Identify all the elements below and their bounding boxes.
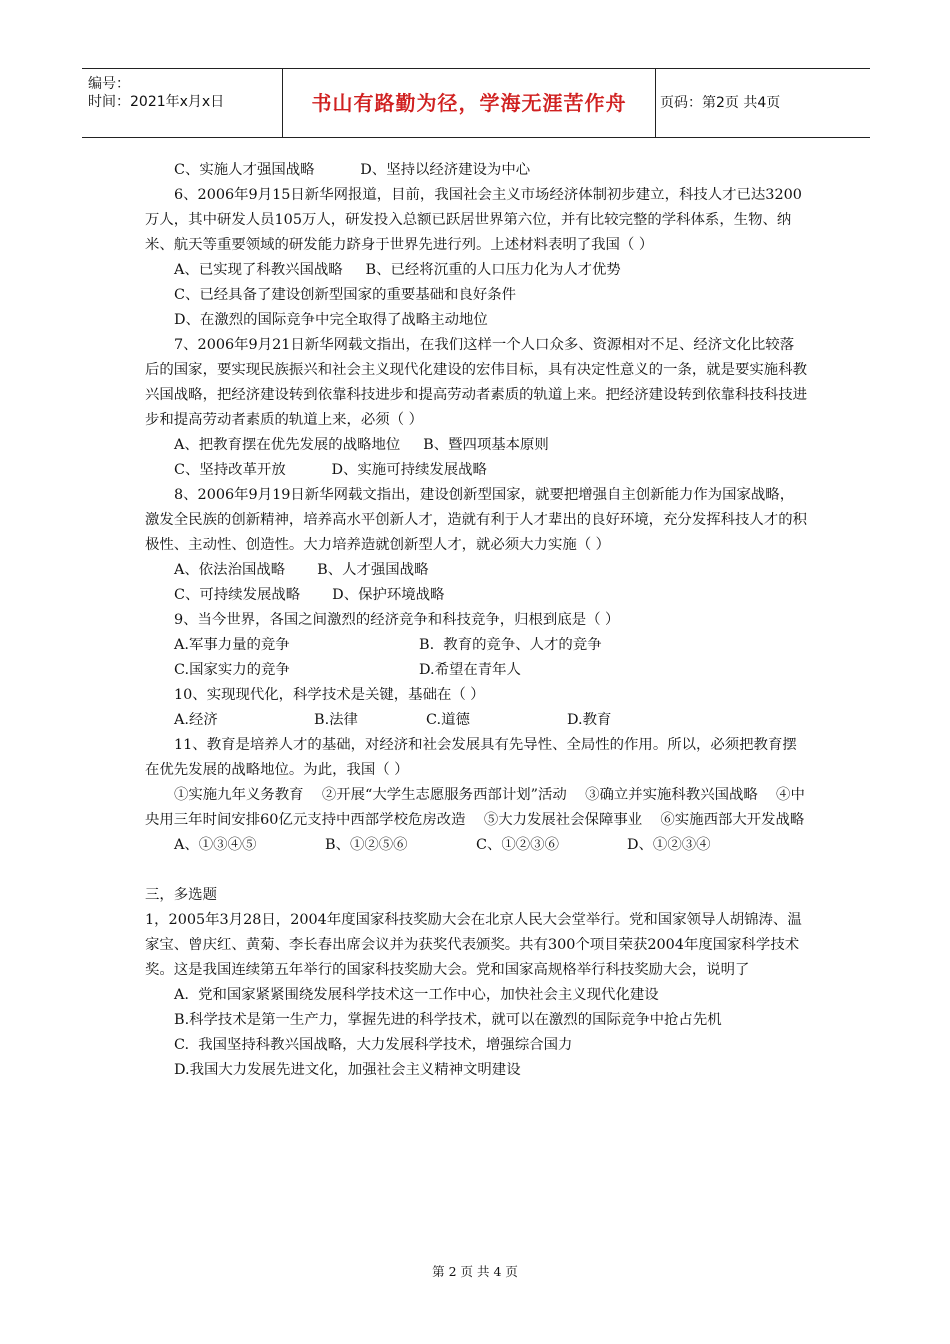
question-10: 10、实现现代化，科学技术是关键，基础在（ ） — [174, 687, 485, 703]
section-heading-multiple-choice: 三，多选题 — [145, 887, 217, 903]
document-header — [82, 68, 870, 138]
header-page-info: 页码：第2页 共4页 — [660, 95, 781, 111]
question-9: 9、当今世界，各国之间激烈的经济竞争和科技竞争，归根到底是（ ） — [174, 612, 620, 628]
multi-question-1: 1，2005年3月28日，2004年度国家科技奖励大会在北京人民大会堂举行。党和国家领导人胡锦涛、温家宝、曾庆红、黄菊、李长春出席会议并为获奖代表颁奖。共有300个项目荣获2004年度国家科学技术奖。这是我国连续第五年举行的国家科技奖励大会。党和国家高规格举行科技奖励大会，说明了 — [145, 912, 802, 978]
q7-options-ab: A、把教育摆在优先发展的战略地位 B、暨四项基本原则 — [174, 437, 549, 453]
doc-time-label: 时间：2021年x月x日 — [88, 94, 225, 110]
document-body — [145, 158, 807, 1083]
q9-option-b: B. 教育的竞争、人才的竞争 — [419, 637, 602, 653]
header-motto: 书山有路勤为径，学海无涯苦作舟 — [282, 69, 656, 137]
m1-option-a: A. 党和国家紧紧围绕发展科学技术这一工作中心，加快社会主义现代化建设 — [174, 987, 659, 1003]
q10-options — [145, 708, 807, 733]
q11-statements: ①实施九年义务教育 ②开展“大学生志愿服务西部计划”活动 ③确立并实施科教兴国战略 ④中央用三年时间安排60亿元支持中西部学校危房改造 ⑤大力发展社会保障事业 ⑥实施西部大开发战略 — [145, 787, 805, 828]
q9-option-a: A.军事力量的竞争 — [174, 637, 290, 653]
q10-option-a: A.经济 — [174, 712, 218, 728]
m1-option-c: C. 我国坚持科教兴国战略，大力发展科学技术，增强综合国力 — [174, 1037, 573, 1053]
q11-options — [145, 833, 807, 858]
q10-option-b: B.法律 — [314, 712, 358, 728]
q9-option-c: C.国家实力的竞争 — [174, 662, 290, 678]
q7-options-cd: C、坚持改革开放 D、实施可持续发展战略 — [174, 462, 487, 478]
m1-option-b: B.科学技术是第一生产力，掌握先进的科学技术，就可以在激烈的国际竞争中抢占先机 — [174, 1012, 722, 1028]
question-8: 8、2006年9月19日新华网载文指出，建设创新型国家，就要把增强自主创新能力作为国家战略，激发全民族的创新精神，培养高水平创新人才，造就有利于人才辈出的良好环境，充分发挥科技人才的积极性、主动性、创造性。大力培养造就创新型人才，就必须大力实施（ ） — [145, 487, 807, 553]
q6-options-ab: A、已实现了科教兴国战略 B、已经将沉重的人口压力化为人才优势 — [174, 262, 621, 278]
page-footer: 第 2 页 共 4 页 — [432, 1264, 518, 1279]
question-7: 7、2006年9月21日新华网载文指出，在我们这样一个人口众多、资源相对不足、经济文化比较落后的国家，要实现民族振兴和社会主义现代化建设的宏伟目标，具有决定性意义的一条，就是要实施科教兴国战略，把经济建设转到依靠科技进步和提高劳动者素质的轨道上来。把经济建设转到依靠科技科技进步和提高劳动者素质的轨道上来，必须（ ） — [145, 337, 807, 428]
q6-option-c: C、已经具备了建设创新型国家的重要基础和良好条件 — [174, 287, 516, 303]
q6-option-d: D、在激烈的国际竞争中完全取得了战略主动地位 — [174, 312, 488, 328]
q8-options-ab: A、依法治国战略 B、人才强国战略 — [174, 562, 429, 578]
question-6: 6、2006年9月15日新华网报道，目前，我国社会主义市场经济体制初步建立，科技人才已达3200万人，其中研发人员105万人，研发投入总额已跃居世界第六位，并有比较完整的学科体系，生物、纳米、航天等重要领域的研发能力跻身于世界先进行列。上述材料表明了我国（ ） — [145, 187, 802, 253]
m1-option-d: D.我国大力发展先进文化，加强社会主义精神文明建设 — [174, 1062, 521, 1078]
header-meta-cell — [82, 69, 282, 137]
q9-options-cd — [145, 658, 807, 683]
q11-option-b: B、①②⑤⑥ — [325, 837, 408, 853]
q10-option-c: C.道德 — [426, 712, 470, 728]
q8-options-cd: C、可持续发展战略 D、保护环境战略 — [174, 587, 445, 603]
q9-options-ab — [145, 633, 807, 658]
q11-option-d: D、①②③④ — [627, 837, 711, 853]
doc-number-label: 编号： — [88, 76, 130, 92]
q5-options-cd: C、实施人才强国战略 D、坚持以经济建设为中心 — [174, 162, 531, 178]
question-11: 11、教育是培养人才的基础，对经济和社会发展具有先导性、全局性的作用。所以，必须把教育摆在优先发展的战略地位。为此，我国（ ） — [145, 737, 797, 778]
q11-option-a: A、①③④⑤ — [174, 837, 257, 853]
q9-option-d: D.希望在青年人 — [419, 662, 521, 678]
q11-option-c: C、①②③⑥ — [476, 837, 559, 853]
q10-option-d: D.教育 — [567, 712, 612, 728]
